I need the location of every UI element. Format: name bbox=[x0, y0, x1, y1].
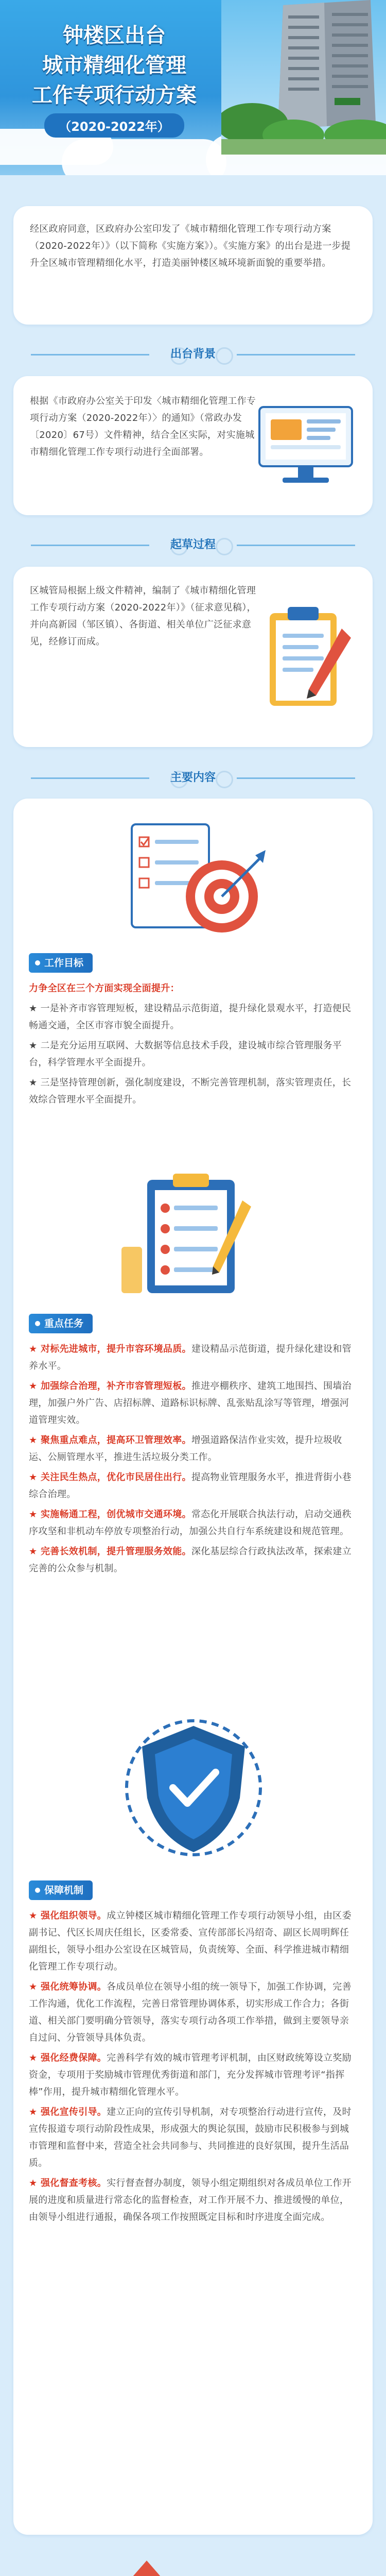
goal-item: ★ 一是补齐市容管理短板，建设精品示范街道，提升绿化景观水平，打造便民畅通交通，全区市容市貌全面提升。 bbox=[29, 1003, 352, 1031]
task-item bbox=[29, 1543, 358, 1577]
task-body: 建设精品示范街道，提升绿化建设和管养水平。 bbox=[29, 1344, 352, 1371]
guarantee-body: 各成员单位在领导小组的统一领导下，加强工作协调，完善工作沟通，优化工作流程，完善日常管理协调体系，切实形成工作合力；各街道、相关部门要明确分管领导，落实专项行动各项工作举措，做到主要领导亲自过问、分管领导具体负责。 bbox=[29, 1981, 352, 2043]
city-building-photo bbox=[221, 0, 386, 155]
task-body: 增强道路保洁作业实效，提升垃圾收运、公厕管理水平，推进生活垃圾分类工作。 bbox=[29, 1435, 342, 1463]
guarantee-body: 成立钟楼区城市精细化管理工作专项行动领导小组，由区委副书记、代区长周庆任组长，区委常委、宣传部部长冯绍奇、副区长周明辉任副组长，领导小组办公室设在区城管局，负责统筹、全面、科学推进城市精细化管理工作专项行动。 bbox=[29, 1910, 352, 1972]
section-title-background: 出台背景 bbox=[149, 344, 237, 365]
city-skyline-footer bbox=[0, 2550, 386, 2576]
cloud-shape bbox=[62, 139, 226, 175]
guarantee-item bbox=[29, 2049, 358, 2100]
divider-line bbox=[31, 545, 149, 546]
guarantee-lead: ★ 强化组织领导。 bbox=[29, 1910, 107, 1921]
tag-tasks: 重点任务 bbox=[29, 1314, 93, 1333]
section-title-content: 主要内容 bbox=[149, 768, 237, 788]
guarantee-item bbox=[29, 1907, 358, 1975]
goal-item: ★ 二是充分运用互联网、大数据等信息技术手段，建设城市综合管理服务平台，科学管理水平全面提升。 bbox=[29, 1040, 342, 1068]
task-item bbox=[29, 1506, 358, 1540]
guarantee-lead: ★ 强化统筹协调。 bbox=[29, 1981, 107, 1992]
guarantee-body: 完善科学有效的城市管理考评机制，由区财政统筹设立奖励资金，专项用于奖励城市管理优秀街道和部门，充分发挥城市管理考评“指挥棒”作用，提升城市精细化管理水平。 bbox=[29, 2053, 352, 2097]
section-title-process: 起草过程 bbox=[149, 535, 237, 555]
goal-item: ★ 三是坚持管理创新，强化制度建设，不断完善管理机制，落实管理责任，长效综合管理水平全面提升。 bbox=[29, 1077, 352, 1105]
tag-goals: 工作目标 bbox=[29, 953, 93, 973]
guarantee-body: 建立正向的宣传引导机制，对专项整治行动进行宣传，及时宣传报道专项行动阶段性成果，形成强大的舆论氛围，鼓励市民积极参与到城市管理和监督中来，营造全社会共同参与、共同推进的良好氛围，提升生活品质。 bbox=[29, 2107, 352, 2168]
guarantee-lead: ★ 强化宣传引导。 bbox=[29, 2107, 107, 2117]
task-lead: ★ 对标先进城市，提升市容环境品质。 bbox=[29, 1344, 191, 1354]
guarantee-lead: ★ 强化经费保障。 bbox=[29, 2053, 107, 2063]
task-lead: ★ 实施畅通工程，创优城市交通环境。 bbox=[29, 1509, 191, 1520]
divider-line bbox=[237, 545, 355, 546]
task-item bbox=[29, 1432, 358, 1466]
task-lead: ★ 聚焦重点难点，提高环卫管理效率。 bbox=[29, 1435, 191, 1446]
shield-icon bbox=[106, 1710, 281, 1865]
divider-line bbox=[31, 777, 149, 779]
guarantees-list bbox=[29, 1907, 358, 2227]
guarantee-item bbox=[29, 2175, 358, 2226]
task-lead: ★ 关注民生热点，优化市民居住出行。 bbox=[29, 1472, 191, 1483]
divider-line bbox=[237, 777, 355, 779]
task-body: 推进亭棚秩序、建筑工地围挡、围墙治理，加强户外广告、店招标牌、道路标识标牌、乱张贴乱涂写等管理，增强河道管理实效。 bbox=[29, 1381, 352, 1426]
title-years-badge: （2020-2022年） bbox=[44, 113, 184, 138]
background-card bbox=[13, 376, 373, 515]
title-line-2: 城市精细化管理 bbox=[42, 54, 186, 77]
checklist-pencil-icon bbox=[116, 1170, 271, 1303]
section-header-background bbox=[0, 344, 386, 365]
task-body: 提高物业管理服务水平，推进背街小巷综合治理。 bbox=[29, 1472, 352, 1500]
tag-guarantees: 保障机制 bbox=[29, 1880, 93, 1900]
intro-card bbox=[13, 206, 373, 325]
task-body: 深化基层综合行政执法改革，探索建立完善的公众参与机制。 bbox=[29, 1546, 352, 1574]
divider-line bbox=[31, 354, 149, 355]
section-header-content bbox=[0, 768, 386, 788]
goals-lead: 力争全区在三个方面实现全面提升： bbox=[29, 983, 180, 994]
title-line-3: 工作专项行动方案 bbox=[32, 83, 197, 107]
task-item bbox=[29, 1469, 358, 1503]
guarantee-item bbox=[29, 1978, 358, 2046]
guarantee-item bbox=[29, 2104, 358, 2172]
background-text: 根据《市政府办公室关于印发〈城市精细化管理工作专项行动方案（2020-2022年）〉的通知》（常政办发〔2020〕67号）文件精神，结合全区实际，对实施城市精细化管理工作专项行动进行全面部署。 bbox=[30, 396, 256, 457]
guarantee-lead: ★ 强化督查考核。 bbox=[29, 2178, 107, 2189]
goals-list bbox=[29, 980, 358, 1109]
divider-line bbox=[237, 354, 355, 355]
section-header-process bbox=[0, 535, 386, 555]
task-lead: ★ 完善长效机制，提升管理服务效能。 bbox=[29, 1546, 191, 1557]
task-lead: ★ 加强综合治理，补齐市容管理短板。 bbox=[29, 1381, 191, 1392]
title-line-1: 钟楼区出台 bbox=[63, 24, 166, 47]
process-card bbox=[13, 567, 373, 747]
content-card bbox=[13, 799, 373, 2535]
intro-text: 经区政府同意，区政府办公室印发了《城市精细化管理工作专项行动方案（2020-2022年）》（以下简称《实施方案》）。《实施方案》的出台是进一步提升全区城市管理精细化水平，打造美丽钟楼区城环境新面貌的重要举措。 bbox=[30, 224, 351, 268]
hero-banner bbox=[0, 0, 386, 175]
task-body: 常态化开展联合执法行动，启动交通秩序攻坚和非机动车停放专项整治行动，加强公共自行车系统建设和规范管理。 bbox=[29, 1509, 352, 1537]
guarantee-body: 实行督查督办制度，领导小组定期组织对各成员单位工作开展的进度和质量进行常态化的监督检查，对工作开展不力、推进缓慢的单位，由领导小组进行通报，确保各项工作按照既定目标和时序进度全面完成。 bbox=[29, 2178, 352, 2223]
computer-illustration-icon bbox=[254, 402, 357, 489]
tasks-list bbox=[29, 1341, 358, 1578]
task-item bbox=[29, 1378, 358, 1429]
target-checklist-icon bbox=[116, 814, 271, 943]
task-item bbox=[29, 1341, 358, 1375]
clipboard-pen-icon bbox=[259, 598, 357, 716]
process-text: 区城管局根据上级文件精神，编制了《城市精细化管理工作专项行动方案（2020-2022年）》（征求意见稿），并向高新园（邹区镇）、各街道、相关单位广泛征求意见，经修订而成。 bbox=[30, 585, 256, 647]
page-title bbox=[11, 21, 217, 138]
